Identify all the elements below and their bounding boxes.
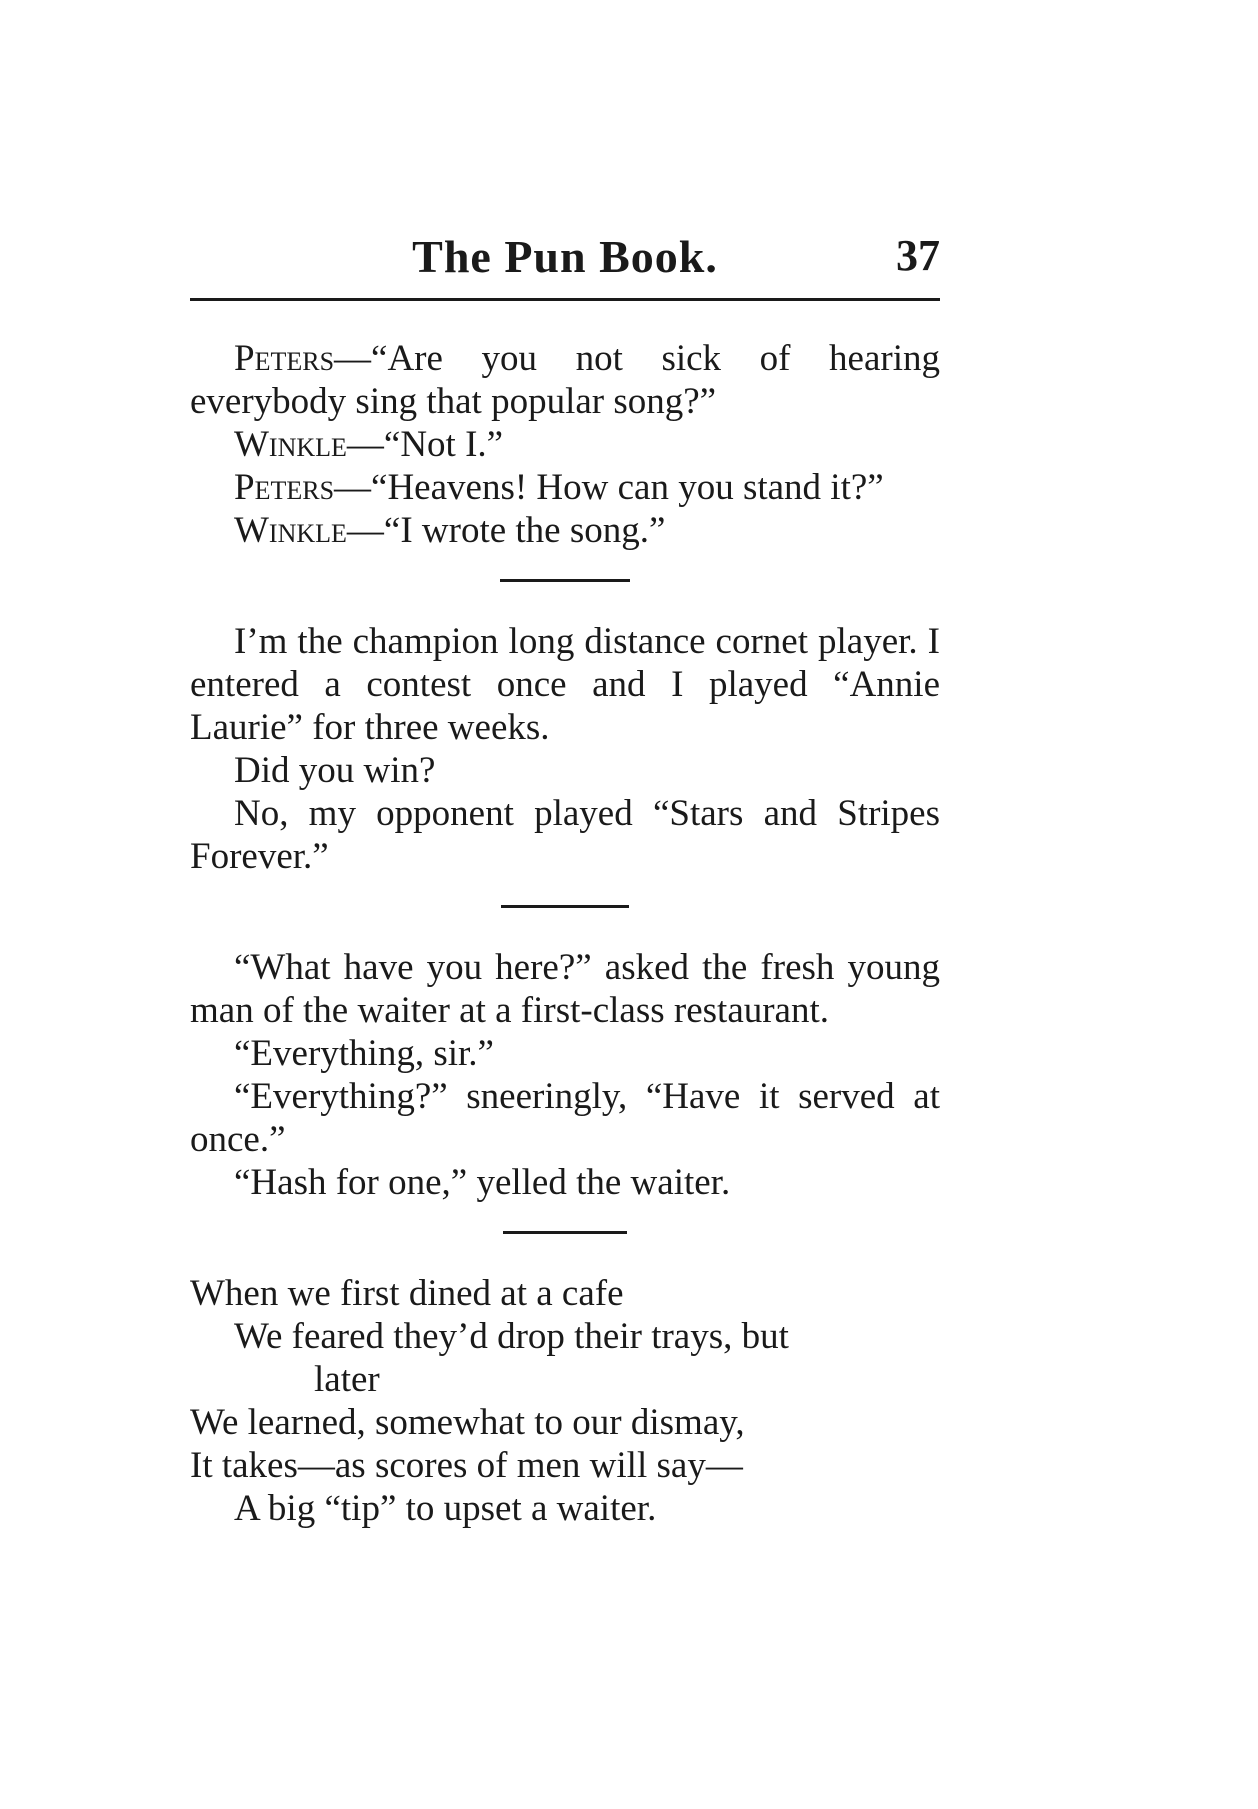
- speaker-name: Peters: [234, 467, 335, 508]
- verse-stanza: [190, 1272, 940, 1530]
- joke-paragraph: [190, 466, 940, 509]
- page-number: 37: [896, 231, 940, 280]
- dialogue-text: —“Are you not sick of hearing everybody sing that popular song?”: [190, 338, 940, 422]
- joke-paragraph: No, my opponent played “Stars and Stripes Forever.”: [190, 793, 940, 877]
- page-content: [190, 337, 940, 1530]
- dialogue-text: —“Heavens! How can you stand it?”: [334, 467, 884, 508]
- verse-line: later: [314, 1359, 380, 1400]
- joke-paragraph: [190, 423, 940, 466]
- joke-paragraph: Did you win?: [234, 750, 436, 791]
- verse-line: A big “tip” to upset a waiter.: [234, 1488, 657, 1529]
- joke-2: [190, 620, 940, 878]
- section-separator: [501, 905, 629, 908]
- joke-paragraph: [190, 337, 940, 423]
- dialogue-text: —“Not I.”: [346, 424, 504, 465]
- joke-paragraph: “Everything?” sneeringly, “Have it served at once.”: [190, 1076, 940, 1160]
- page-header: [190, 230, 940, 298]
- verse-line: It takes—as scores of men will say—: [190, 1445, 743, 1486]
- verse-line: We feared they’d drop their trays, but: [234, 1316, 789, 1357]
- joke-paragraph: “Hash for one,” yelled the waiter.: [234, 1162, 731, 1203]
- section-separator: [503, 1231, 627, 1234]
- section-separator: [500, 579, 630, 582]
- joke-paragraph: “What have you here?” asked the fresh young man of the waiter at a first-class restaurant.: [190, 947, 940, 1031]
- speaker-name: Winkle: [234, 424, 347, 465]
- header-rule: [190, 298, 940, 301]
- verse-line: We learned, somewhat to our dismay,: [190, 1402, 745, 1443]
- dialogue-text: —“I wrote the song.”: [346, 510, 666, 551]
- joke-paragraph: [190, 509, 940, 552]
- running-title: The Pun Book.: [412, 231, 718, 282]
- speaker-name: Winkle: [234, 510, 347, 551]
- joke-paragraph: “Everything, sir.”: [234, 1033, 494, 1074]
- joke-3: [190, 946, 940, 1204]
- verse-line: When we first dined at a cafe: [190, 1273, 624, 1314]
- speaker-name: Peters: [234, 338, 335, 379]
- joke-1: [190, 337, 940, 552]
- joke-paragraph: I’m the champion long distance cornet player. I entered a contest once and I played “Annie Laurie” for three weeks.: [190, 621, 940, 748]
- book-page: [190, 230, 940, 1530]
